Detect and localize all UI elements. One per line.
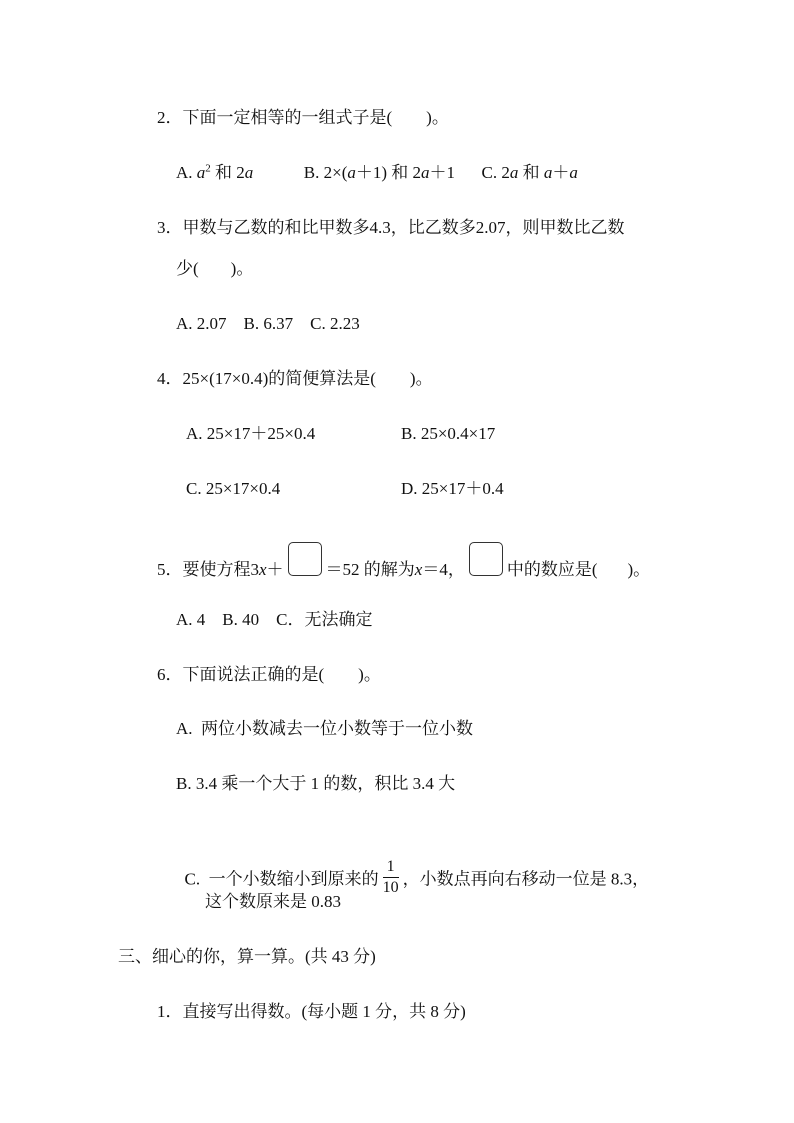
q2-stem: 2．下面一定相等的一组式子是( )。 <box>157 108 449 127</box>
q3-stem-line1: 3．甲数与乙数的和比甲数多4.3，比乙数多2.07，则甲数比乙数 <box>157 218 625 237</box>
q2-option-c: C. 2a 和 a＋a <box>481 163 578 182</box>
q6-option-c: C. 一个小数缩小到原来的 $\frac{1}{10}$ ，小数点再向右移动一位是 8.3， <box>184 858 650 896</box>
section-sub-question-1: 1．直接写出得数。(每小题 1 分，共 8 分) <box>157 1002 466 1021</box>
q5-stem: 5．要使方程3x＋ ＝52 的解为x＝4， 中的数应是( )。 <box>157 554 650 588</box>
q2-option-a: A. $a^2$ 和 2a <box>176 162 254 182</box>
q6-stem: 6．下面说法正确的是( )。 <box>157 665 381 684</box>
q6-option-a: A. 两位小数减去一位小数等于一位小数 <box>176 719 474 738</box>
q2-option-b: B. 2×(a＋1) 和 2a＋1 <box>303 163 456 182</box>
q5-options: A. 4 B. 40 C．无法确定 <box>176 610 373 629</box>
q5-blank-box-2 <box>469 542 503 576</box>
section-title: 三、细心的你，算一算。(共 43 分) <box>118 947 376 966</box>
q5-blank-box-1 <box>288 542 322 576</box>
q4-option-b: B. 25×0.4×17 <box>401 424 496 443</box>
q3-stem-line2: 少( )。 <box>176 259 254 278</box>
q6-option-c-line2: 这个数原来是 0.83 <box>205 892 341 911</box>
q6-option-b: B. 3.4 乘一个大于 1 的数，积比 3.4 大 <box>176 774 456 793</box>
q4-option-a: A. 25×17＋25×0.4 <box>186 424 316 443</box>
q4-option-d: D. 25×17＋0.4 <box>401 479 504 498</box>
fraction-one-tenth: $\frac{1}{10}$ <box>382 858 399 896</box>
q4-stem: 4．25×(17×0.4)的简便算法是( )。 <box>157 369 433 388</box>
q2-options <box>176 162 578 184</box>
q3-options: A. 2.07 B. 6.37 C. 2.23 <box>176 314 360 333</box>
q4-option-c: C. 25×17×0.4 <box>186 479 281 498</box>
